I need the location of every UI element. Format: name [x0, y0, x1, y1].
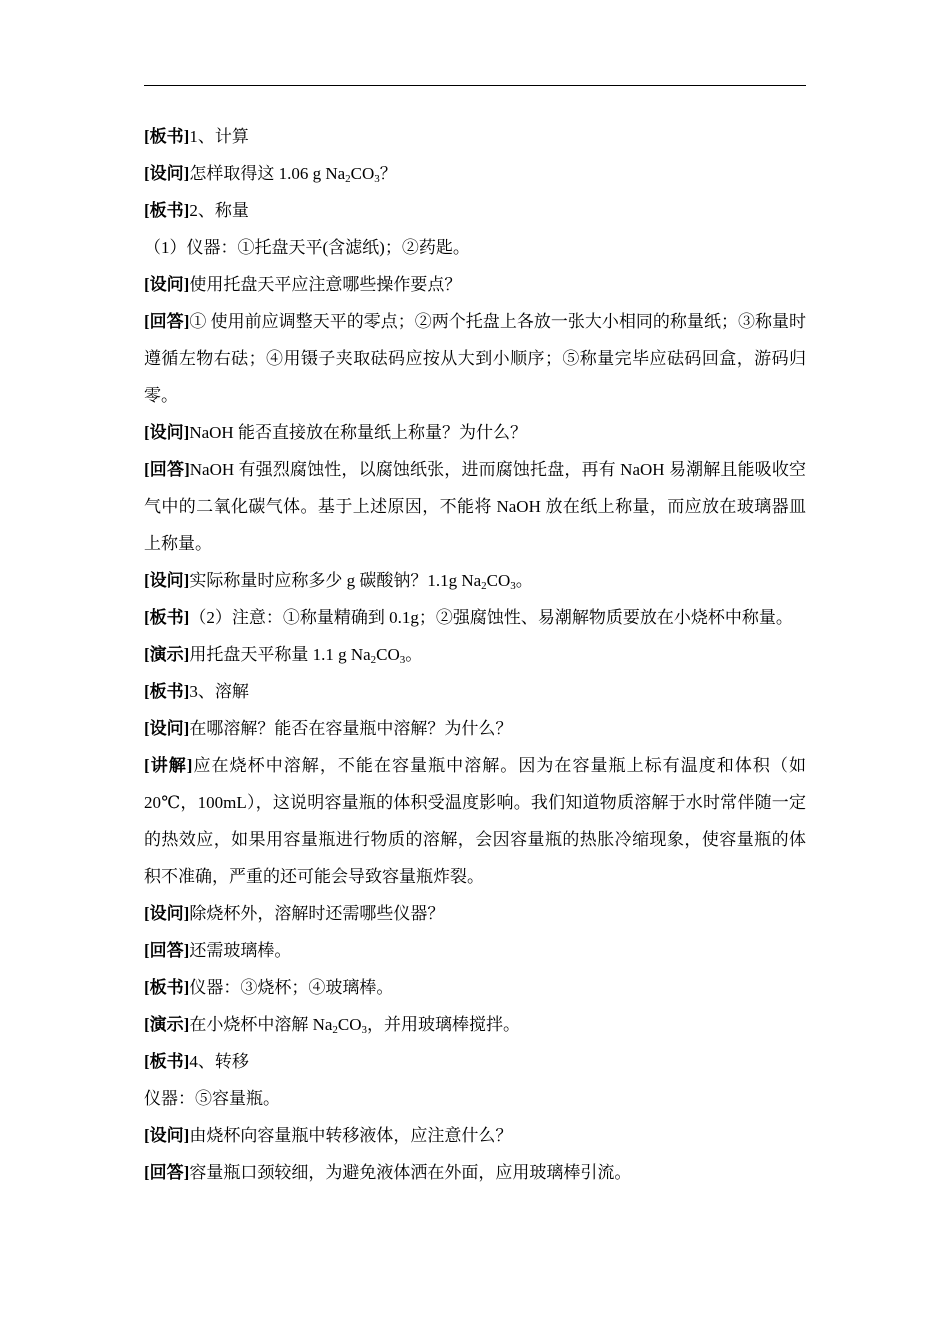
- paragraph: [144, 747, 806, 895]
- section-tag: [回答]: [144, 460, 190, 479]
- paragraph: [144, 118, 806, 155]
- subscript: 3: [399, 654, 406, 666]
- section-tag: [设问]: [144, 423, 190, 442]
- section-tag: [演示]: [144, 645, 190, 664]
- subscript: 2: [332, 1024, 338, 1036]
- paragraph-text: CO: [350, 164, 375, 183]
- paragraph: [144, 192, 806, 229]
- paragraph-text: CO: [486, 571, 511, 590]
- paragraph: [144, 229, 806, 266]
- paragraph-text: ？: [379, 164, 397, 183]
- paragraph-text: 实际称量时应称多少 g 碳酸钠？1.1g Na: [189, 571, 482, 590]
- paragraph-text: 3、溶解: [189, 682, 249, 701]
- paragraph-text: 2、称量: [189, 201, 249, 220]
- paragraph: [144, 1043, 806, 1080]
- paragraph-text: 怎样取得这 1.06 g Na: [189, 164, 346, 183]
- paragraph-text: 容量瓶口颈较细，为避免液体洒在外面，应用玻璃棒引流。: [189, 1163, 632, 1182]
- paragraph: [144, 155, 806, 192]
- paragraph-text: 用托盘天平称量 1.1 g Na: [189, 645, 371, 664]
- section-tag: [设问]: [144, 275, 190, 294]
- subscript: 2: [481, 580, 487, 592]
- paragraph-text: NaOH 能否直接放在称量纸上称量？为什么？: [189, 423, 527, 442]
- paragraph: [144, 1080, 806, 1117]
- subscript: 2: [345, 173, 351, 185]
- paragraph: [144, 303, 806, 414]
- section-tag: [设问]: [144, 571, 190, 590]
- paragraph: [144, 932, 806, 969]
- subscript: 2: [370, 654, 377, 666]
- section-tag: [回答]: [144, 1163, 190, 1182]
- paragraph: [144, 414, 806, 451]
- paragraph-text: ，并用玻璃棒搅拌。: [367, 1015, 521, 1034]
- paragraph-text: 在哪溶解？能否在容量瓶中溶解？为什么？: [189, 719, 513, 738]
- paragraph-text: 除烧杯外，溶解时还需哪些仪器？: [189, 904, 445, 923]
- section-tag: [演示]: [144, 1015, 190, 1034]
- section-tag: [讲解]: [144, 756, 193, 775]
- paragraph-text: 仪器：⑤容量瓶。: [144, 1089, 280, 1108]
- section-tag: [回答]: [144, 941, 190, 960]
- paragraph: [144, 636, 806, 673]
- paragraph-text: ① 使用前应调整天平的零点；②两个托盘上各放一张大小相同的称量纸；③称量时遵循左物右砝；④用镊子夹取砝码应按从大到小顺序；⑤称量完毕应砝码回盒，游码归零。: [144, 312, 806, 405]
- paragraph-text: NaOH 有强烈腐蚀性，以腐蚀纸张，进而腐蚀托盘，再有 NaOH 易潮解且能吸收空气中的二氧化碳气体。基于上述原因，不能将 NaOH 放在纸上称量，而应放在玻璃器皿上称量。: [144, 460, 806, 553]
- paragraph-text: （1）仪器：①托盘天平(含滤纸)；②药匙。: [144, 238, 470, 257]
- paragraph-text: 使用托盘天平应注意哪些操作要点？: [189, 275, 462, 294]
- paragraph: [144, 599, 806, 636]
- paragraph: [144, 969, 806, 1006]
- paragraph-text: 应在烧杯中溶解，不能在容量瓶中溶解。因为在容量瓶上标有温度和体积（如 20℃，100mL），这说明容量瓶的体积受温度影响。我们知道物质溶解于水时常伴随一定的热效应，如果用容量瓶进行物质的溶解，会因容量瓶的热胀冷缩现象，使容量瓶的体积不准确，严重的还可能会导致容量瓶炸裂。: [144, 756, 807, 886]
- section-tag: [板书]: [144, 978, 190, 997]
- paragraph-text: 在小烧杯中溶解 Na: [189, 1015, 333, 1034]
- paragraph-text: 由烧杯向容量瓶中转移液体，应注意什么？: [189, 1126, 513, 1145]
- paragraph: [144, 895, 806, 932]
- paragraph: [144, 710, 806, 747]
- section-tag: [板书]: [144, 127, 190, 146]
- section-tag: [设问]: [144, 904, 190, 923]
- section-tag: [设问]: [144, 164, 190, 183]
- section-tag: [板书]: [144, 608, 190, 627]
- paragraph-text: 还需玻璃棒。: [189, 941, 292, 960]
- paragraph: [144, 673, 806, 710]
- section-tag: [板书]: [144, 1052, 190, 1071]
- paragraph: [144, 1117, 806, 1154]
- paragraph-text: 。: [405, 645, 423, 664]
- document-body: [144, 118, 806, 1191]
- subscript: 3: [361, 1024, 368, 1036]
- paragraph-text: CO: [376, 645, 400, 664]
- header-rule: [144, 85, 806, 86]
- section-tag: [回答]: [144, 312, 190, 331]
- paragraph: [144, 562, 806, 599]
- paragraph-text: （2）注意：①称量精确到 0.1g；②强腐蚀性、易潮解物质要放在小烧杯中称量。: [189, 608, 793, 627]
- section-tag: [设问]: [144, 719, 190, 738]
- paragraph: [144, 1154, 806, 1191]
- section-tag: [板书]: [144, 201, 190, 220]
- paragraph-text: 。: [515, 571, 533, 590]
- paragraph-text: 1、计算: [189, 127, 249, 146]
- subscript: 3: [374, 173, 380, 185]
- paragraph: [144, 266, 806, 303]
- paragraph: [144, 1006, 806, 1043]
- paragraph: [144, 451, 806, 562]
- paragraph-text: 4、转移: [189, 1052, 249, 1071]
- section-tag: [设问]: [144, 1126, 190, 1145]
- section-tag: [板书]: [144, 682, 190, 701]
- subscript: 3: [510, 580, 516, 592]
- paragraph-text: 仪器：③烧杯；④玻璃棒。: [189, 978, 394, 997]
- paragraph-text: CO: [337, 1015, 362, 1034]
